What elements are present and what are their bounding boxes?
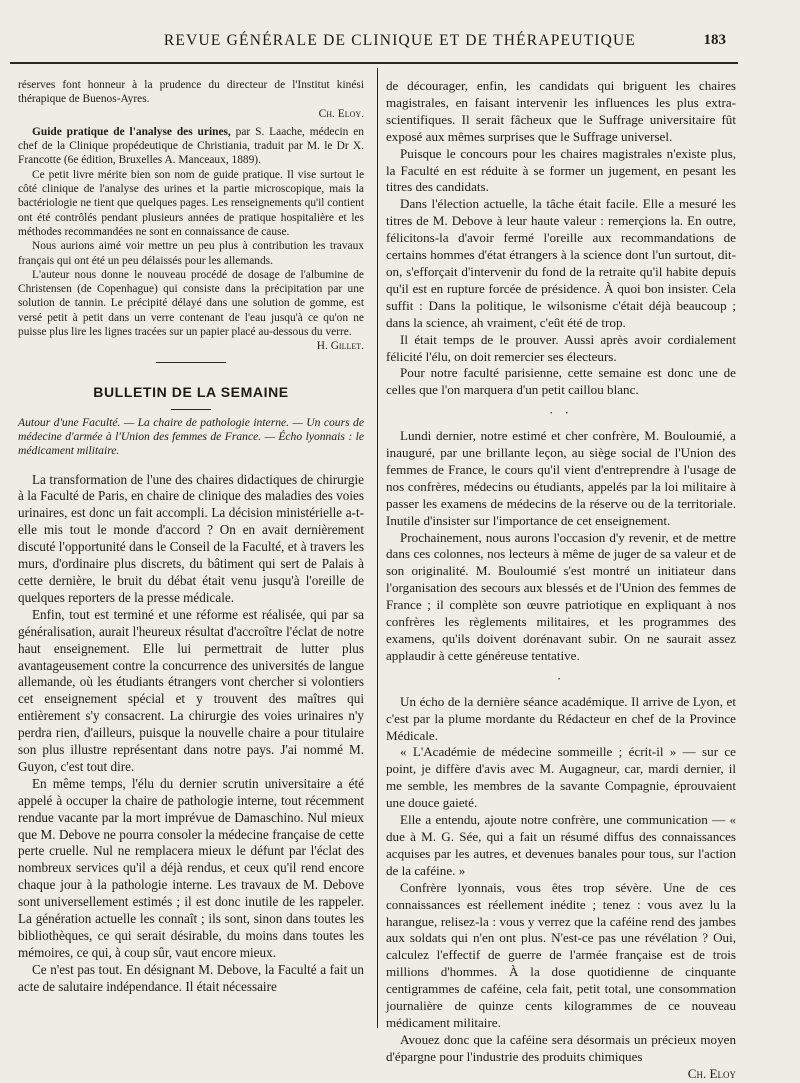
bulletin-paragraph: Il était temps de le prouver. Aussi après avoir cordialement félicité l'élu, on doit remercier ses électeurs. [386, 331, 736, 364]
review-tail-paragraph: réserves font honneur à la prudence du directeur de l'Institut kinési thérapique de Buenos-Ayres. [18, 79, 364, 106]
bulletin-paragraph: En même temps, l'élu du dernier scrutin universitaire a été appelé à occuper la chaire de pathologie interne, tout récemment rendue vacante par la mort imprévue de Damaschino. Nul mieux que M. Debove ne pourra consoler la médecine française de cette perte cruelle. Nul ne remplacera mieux le défunt par l'éclat des nombreux services qu'il a déjà rendus, et ceux qu'il rend encore chaque jour à la pathologie interne. Les travaux de M. Debove sont universellement estimés ; il est donc inutile de les rappeler. La génération actuelle les connaît ; ils sont, sinon dans toutes les bibliothèques, ce qui serait désirable, du moins dans toutes les mémoires, ce qui, à coup sûr, vaut encore mieux. [18, 775, 364, 960]
journal-title: REVUE GÉNÉRALE DE CLINIQUE ET DE THÉRAPEUTIQUE [163, 32, 637, 49]
bulletin-paragraph: « L'Académie de médecine sommeille ; écrit-il » — sur ce point, je diffère d'avis avec M. Augagneur, car, mardi dernier, il me semble, les membres de la savante Compagnie, éprouvaient une douce gaieté. [386, 744, 736, 811]
guide-signature: H. Gillet. [316, 340, 364, 353]
guide-citation-rest: par S. Laache, médecin en chef de la Clinique propédeutique de Christiania, traduit par M. le Dr X. Francotte (6e édition, Bruxelles A. Manceaux, 1889). [18, 125, 364, 167]
bulletin-paragraph: La transformation de l'une des chaires didactiques de chirurgie à la Faculté de Paris, en chaire de clinique des maladies des voies urinaires, est donc un fait accompli. La décision ministérielle a-t-elle mis tout le monde d'accord ? On en avait dernièrement discuté l'opportunité dans le Conseil de la Faculté, et à travers les murs, d'ordinaire plus discrets, du bâtiment qui sert de Palais à cette dernière, le bruit du débat était venu jusqu'à l'oreille de quelques reporters de la presse médicale. [18, 471, 364, 605]
section-separator: · · [549, 405, 573, 421]
guide-paragraph: L'auteur nous donne le nouveau procédé de dosage de l'albumine de Christensen (de Copenhague) qui consiste dans la précipitation par une solution de tannin. Le précipité délayé dans une solution de gomme, est versé petit à petit dans un verre contenant de l'eau jusqu'à ce qu'on ne puisse plus lire les lignes tracées sur un papier placé au-dessous du verre. [18, 268, 364, 339]
book-reviews [18, 78, 364, 354]
section-separator: · [556, 670, 566, 686]
bulletin-paragraph: Confrère lyonnais, vous êtes trop sévère. Une de ces connaissances est réellement inédite ; tenez : vous avez lu la harangue, relisez-la : vous y verrez que la caféine rend des jambes aux soldats qui n'en ont plus. N'est-ce pas une révélation ? Oui, calculez l'effectif de guerre de l'armée française est de trois millions d'hommes. À la dose quotidienne de cinquante centigrammes de caféine, cela fait, petit total, une consommation journalière de quinze cents kilogrammes de ce nouveau médicament militaire. [386, 879, 736, 1030]
bulletin-body [18, 472, 364, 996]
bulletin-paragraph: Avouez donc que la caféine sera désormais un précieux moyen d'épargne pour l'industrie des produits chimiques [386, 1031, 736, 1064]
review-signature: Ch. Eloy. [318, 107, 364, 120]
guide-paragraph: Nous aurions aimé voir mettre un peu plus à contribution les travaux français qui ont été un peu délaissés pour les allemands. [18, 240, 364, 267]
bulletin-paragraph: Un écho de la dernière séance académique. Il arrive de Lyon, et c'est par la plume mordante du Rédacteur en chef de la Province Médicale. [386, 693, 736, 743]
bulletin-paragraph: Dans l'élection actuelle, la tâche était facile. Elle a mesuré les titres de M. Debove à leur haute valeur : remerçions la. En outre, félicitons-la d'avoir fermé l'oreille aux recommandations de certains hommes d'état étrangers à la science dont l'un surtout, dit-on, s'efforçait d'intervenir du fond de la retraite qu'il habite depuis qu'il est en rupture forcée de présidence. À quoi bon insister. Cela suffit : Dans la politique, le wilsonisme c'était déjà beaucoup ; dans la science, ah vraiment, c'eût été de trop. [386, 196, 736, 330]
bulletin-paragraph: Lundi dernier, notre estimé et cher confrère, M. Bouloumié, a inauguré, par une brillante leçon, au siège social de l'Union des femmes de France, le cours qu'il vient d'entreprendre à l'usage de nos confrères, médecins ou étudiants, appelés par la loi militaire à passer les examens de médecins de la réserve ou de la territoriale. Inutile d'insister sur l'importance de cet enseignement. [386, 428, 736, 528]
bulletin-paragraph: de décourager, enfin, les candidats qui briguent les chaires magistrales, en faisant intervenir les influences les plus extra-scientifiques. Il serait fâcheux que le Suffrage universitaire fût exposé aux mêmes surprises que le Suffrage universel. [386, 78, 736, 144]
guide-title: Guide pratique de l'analyse des urines, [32, 125, 231, 138]
column-divider [377, 68, 378, 1028]
bulletin-summary: Autour d'une Faculté. — La chaire de pathologie interne. — Un cours de médecine d'armée à l'Union des femmes de France. — Écho lyonnais : le médicament militaire. [18, 415, 364, 457]
section-rule [171, 409, 211, 410]
bulletin-paragraph: Puisque le concours pour les chaires magistrales n'existe plus, la Faculté en est réduite à se former un jugement, en pesant les titres des candidats. [386, 145, 736, 195]
bulletin-paragraph: Ce n'est pas tout. En désignant M. Debove, la Faculté a fait un acte de salutaire indépendance. Il était nécessaire [18, 961, 364, 994]
section-rule [156, 362, 226, 363]
bulletin-paragraph: Enfin, tout est terminé et une réforme est réalisée, qui par sa généralisation, aurait l'heureux résultat d'accroître l'éclat de notre haut enseignement. Elle lui permettrait de lutter plus avantageusement contre la concurrence des universités de langue allemande, où les étudiants étrangers vont chercher si volontiers cet enseignement spécial et y trouvent des maîtres qui entièrement s'y consacrent. La chirurgie des voies urinaires n'y perdra rien, d'ailleurs, puisque la nouvelle chaire a pour titulaire son plus illustre représentant dans notre pays. J'ai nommé M. Guyon, c'est tout dire. [18, 606, 364, 774]
bulletin-paragraph: Pour notre faculté parisienne, cette semaine est donc une de celles que l'on marquera d'un petit caillou blanc. [386, 365, 736, 398]
running-header [0, 26, 800, 58]
bulletin-signature: Ch. Eloy [687, 1065, 736, 1081]
right-column [386, 78, 736, 1081]
guide-citation [18, 125, 364, 168]
page-number: 183 [703, 32, 726, 48]
left-column [18, 78, 364, 1028]
bulletin-heading: BULLETIN DE LA SEMAINE [93, 383, 289, 400]
guide-paragraph: Ce petit livre mérite bien son nom de guide pratique. Il vise surtout le côté clinique de l'analyse des urines et la partie microscopique, mais la bactériologie ne tient que quelques pages. Les renseignements qu'il contient ont été contrôlés pendant plusieurs années de pratique hospitalière et les méthodes recommandées ne sont en connaissance de cause. [18, 168, 364, 238]
bulletin-paragraph: Prochainement, nous aurons l'occasion d'y revenir, et de mettre dans ces colonnes, nos lecteurs à même de juger de sa valeur et de son originalité. M. Bouloumié s'est montré un initiateur dans l'organisation des secours aux blessés et de l'Union des femmes de France ; il complète son œuvre patriotique en expliquant à nos confrères les règlements militaires, et les programmes des examens, qu'ils doivent dorénavant subir. On ne saurait assez applaudir à cette généreuse tentative. [386, 529, 736, 663]
bulletin-paragraph: Elle a entendu, ajoute notre confrère, une communication — « due à M. G. Sée, qui a fait un résumé diffus des connaissances acquises par les autres, et devenues banales pour tous, sur l'action de la caféine. » [386, 812, 736, 878]
header-rule [10, 62, 738, 64]
